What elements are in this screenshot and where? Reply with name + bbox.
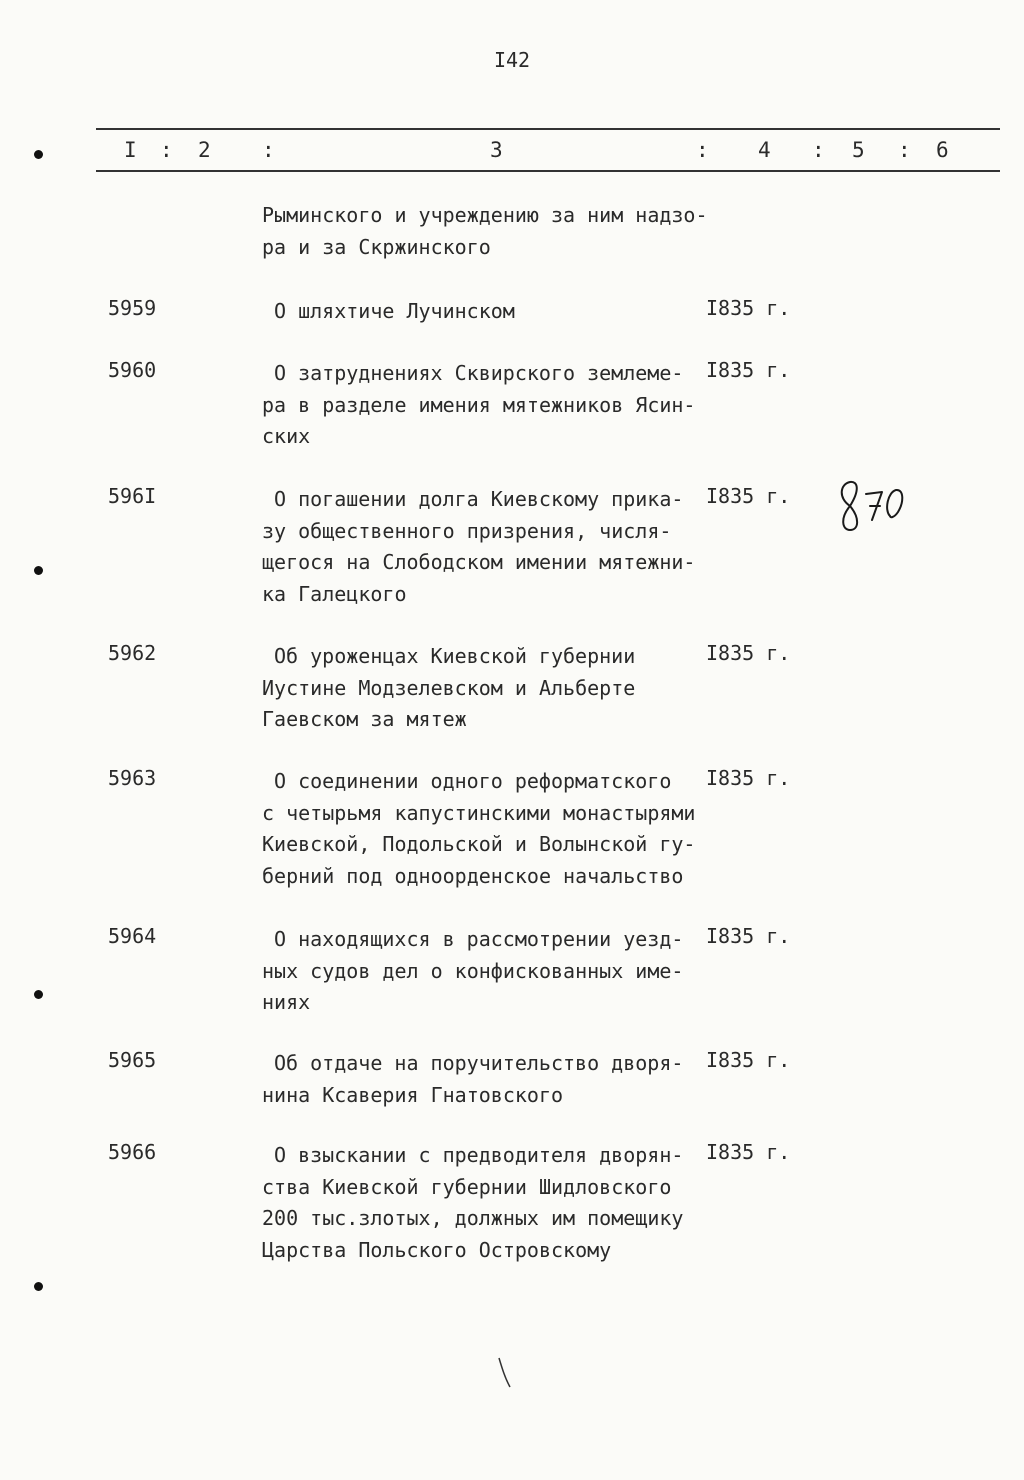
entry-number: 5965 [108, 1048, 157, 1072]
entry-description: О затруднениях Сквирского землеме- ра в разделе имения мятежников Ясин- ских [262, 361, 696, 448]
entry-year: I835 г. [706, 358, 791, 382]
pen-mark [496, 1356, 516, 1390]
header-separator: : [696, 138, 709, 162]
entry-number: 5966 [108, 1140, 157, 1164]
entry-number: 5963 [108, 766, 157, 790]
binding-hole [34, 1282, 43, 1291]
entry-year: I835 г. [706, 1140, 791, 1164]
entry-description: О погашении долга Киевскому прика- зу общественного призрения, числя- щегося на Слободском имении мятежни- ка Галецкого [262, 487, 696, 606]
header-col-3: 3 [490, 138, 503, 162]
header-separator: : [812, 138, 825, 162]
header-col-4: 4 [758, 138, 771, 162]
entry-year: I835 г. [706, 766, 791, 790]
table-header-top-rule [96, 128, 1000, 130]
header-separator: : [262, 138, 275, 162]
entry-year: I835 г. [706, 924, 791, 948]
entry-number: 5960 [108, 358, 157, 382]
handwritten-annotation-870 [832, 476, 912, 536]
entry-year: I835 г. [706, 296, 791, 320]
continued-description: Рыминского и учреждению за ним надзо- ра и за Скржинского [262, 203, 708, 259]
header-col-5: 5 [852, 138, 865, 162]
entry-description: Об отдаче на поручительство дворя- нина Ксаверия Гнатовского [262, 1051, 684, 1107]
entry-description: Об уроженцах Киевской губернии Иустине Модзелевском и Альберте Гаевском за мятеж [262, 644, 636, 731]
binding-hole [34, 150, 43, 159]
entry-year: I835 г. [706, 1048, 791, 1072]
entry-description: О соединении одного реформатского с четырьмя капустинскими монастырями Киевской, Подольской и Волынской гу- берний под одноорденское начальство [262, 769, 696, 888]
entry-description: О находящихся в рассмотрении уезд- ных судов дел о конфискованных име- ниях [262, 927, 684, 1014]
header-col-1: I [124, 138, 137, 162]
entry-number: 5959 [108, 296, 157, 320]
entry-number: 5964 [108, 924, 157, 948]
page-number: I42 [493, 48, 531, 72]
header-col-6: 6 [936, 138, 949, 162]
entry-year: I835 г. [706, 641, 791, 665]
header-col-2: 2 [198, 138, 211, 162]
entry-description: О шляхтиче Лучинском [274, 299, 515, 323]
entry-description: О взыскании с предводителя дворян- ства Киевской губернии Шидловского 200 тыс.злотых, должных им помещику Царства Польского Островскому [262, 1143, 684, 1262]
header-separator: : [898, 138, 911, 162]
binding-hole [34, 990, 43, 999]
binding-hole [34, 566, 43, 575]
entry-number: 5962 [108, 641, 157, 665]
entry-year: I835 г. [706, 484, 791, 508]
header-separator: : [160, 138, 173, 162]
table-header-bottom-rule [96, 170, 1000, 172]
entry-number: 596I [108, 484, 157, 508]
